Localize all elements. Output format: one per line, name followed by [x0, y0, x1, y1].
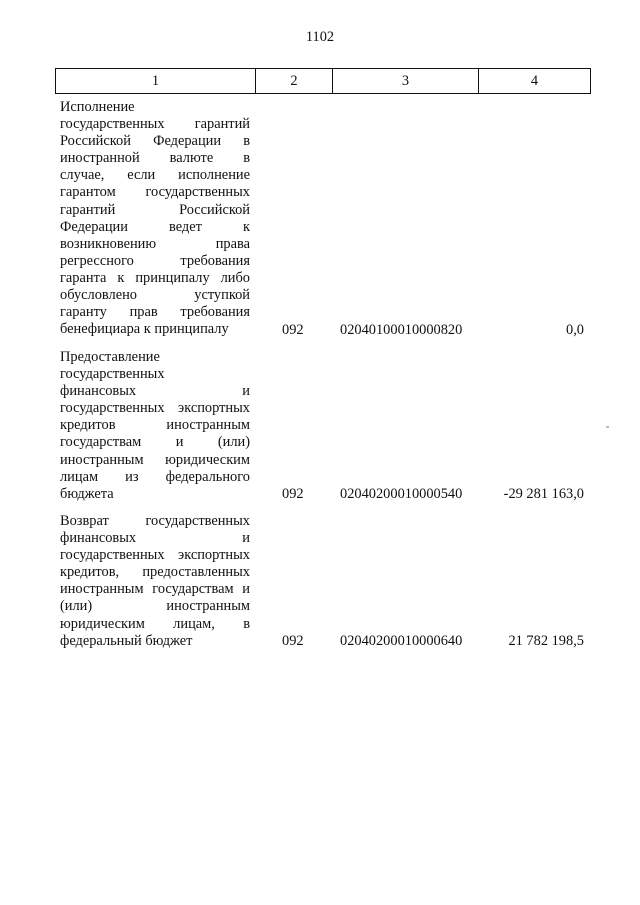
- row-description: [60, 349, 250, 503]
- description-line: государственных экспортных: [60, 400, 250, 417]
- row-kbk: 02040100010000820: [340, 322, 463, 338]
- description-line: обусловлено уступкой: [60, 287, 250, 304]
- description-line: финансовых и: [60, 383, 250, 400]
- row-amount: -29 281 163,0: [503, 486, 584, 502]
- description-line: кредитов, предоставленных: [60, 564, 250, 581]
- description-line: государственных: [60, 366, 165, 383]
- description-line: иностранным юридическим: [60, 451, 250, 468]
- description-line: гарантий Российской: [60, 201, 250, 218]
- header-col-2: 2: [256, 69, 333, 93]
- description-line: Возврат государственных: [60, 513, 250, 529]
- description-line: Российской Федерации в: [60, 133, 250, 150]
- description-line: финансовых и: [60, 530, 250, 547]
- description-line: гаранту прав требования: [60, 304, 250, 321]
- row-code: 092: [282, 322, 304, 338]
- description-line: Предоставление: [60, 349, 160, 365]
- description-line: возникновению права: [60, 235, 250, 252]
- description-line: кредитов иностранным: [60, 417, 250, 434]
- description-line: лицам из федерального: [60, 468, 250, 485]
- row-description: [60, 99, 250, 338]
- table-header: [55, 68, 591, 94]
- description-line: бюджета: [60, 485, 114, 502]
- header-col-3: 3: [333, 69, 479, 93]
- description-line: иностранным государствам и: [60, 581, 250, 598]
- description-line: государственных экспортных: [60, 547, 250, 564]
- description-line: гаранта к принципалу либо: [60, 269, 250, 286]
- description-line: Федерации ведет к: [60, 218, 250, 235]
- description-line: государственных гарантий: [60, 116, 250, 133]
- scan-speck: [606, 426, 609, 428]
- description-line: федеральный бюджет: [60, 632, 193, 649]
- row-amount: 21 782 198,5: [508, 633, 584, 649]
- row-code: 092: [282, 633, 304, 649]
- row-kbk: 02040200010000540: [340, 486, 463, 502]
- row-kbk: 02040200010000640: [340, 633, 463, 649]
- description-line: гарантом государственных: [60, 184, 250, 201]
- row-code: 092: [282, 486, 304, 502]
- page-number: 1102: [305, 29, 335, 45]
- description-line: иностранной валюте в: [60, 150, 250, 167]
- description-line: юридическим лицам, в: [60, 615, 250, 632]
- description-line: случае, если исполнение: [60, 167, 250, 184]
- description-line: бенефициара к принципалу: [60, 321, 229, 338]
- description-line: (или) иностранным: [60, 598, 250, 615]
- description-line: регрессного требования: [60, 252, 250, 269]
- description-line: государствам и (или): [60, 434, 250, 451]
- row-amount: 0,0: [566, 322, 584, 338]
- header-col-1: 1: [56, 69, 256, 93]
- header-col-4: 4: [530, 72, 539, 89]
- description-line: Исполнение: [60, 99, 135, 115]
- row-description: [60, 513, 250, 650]
